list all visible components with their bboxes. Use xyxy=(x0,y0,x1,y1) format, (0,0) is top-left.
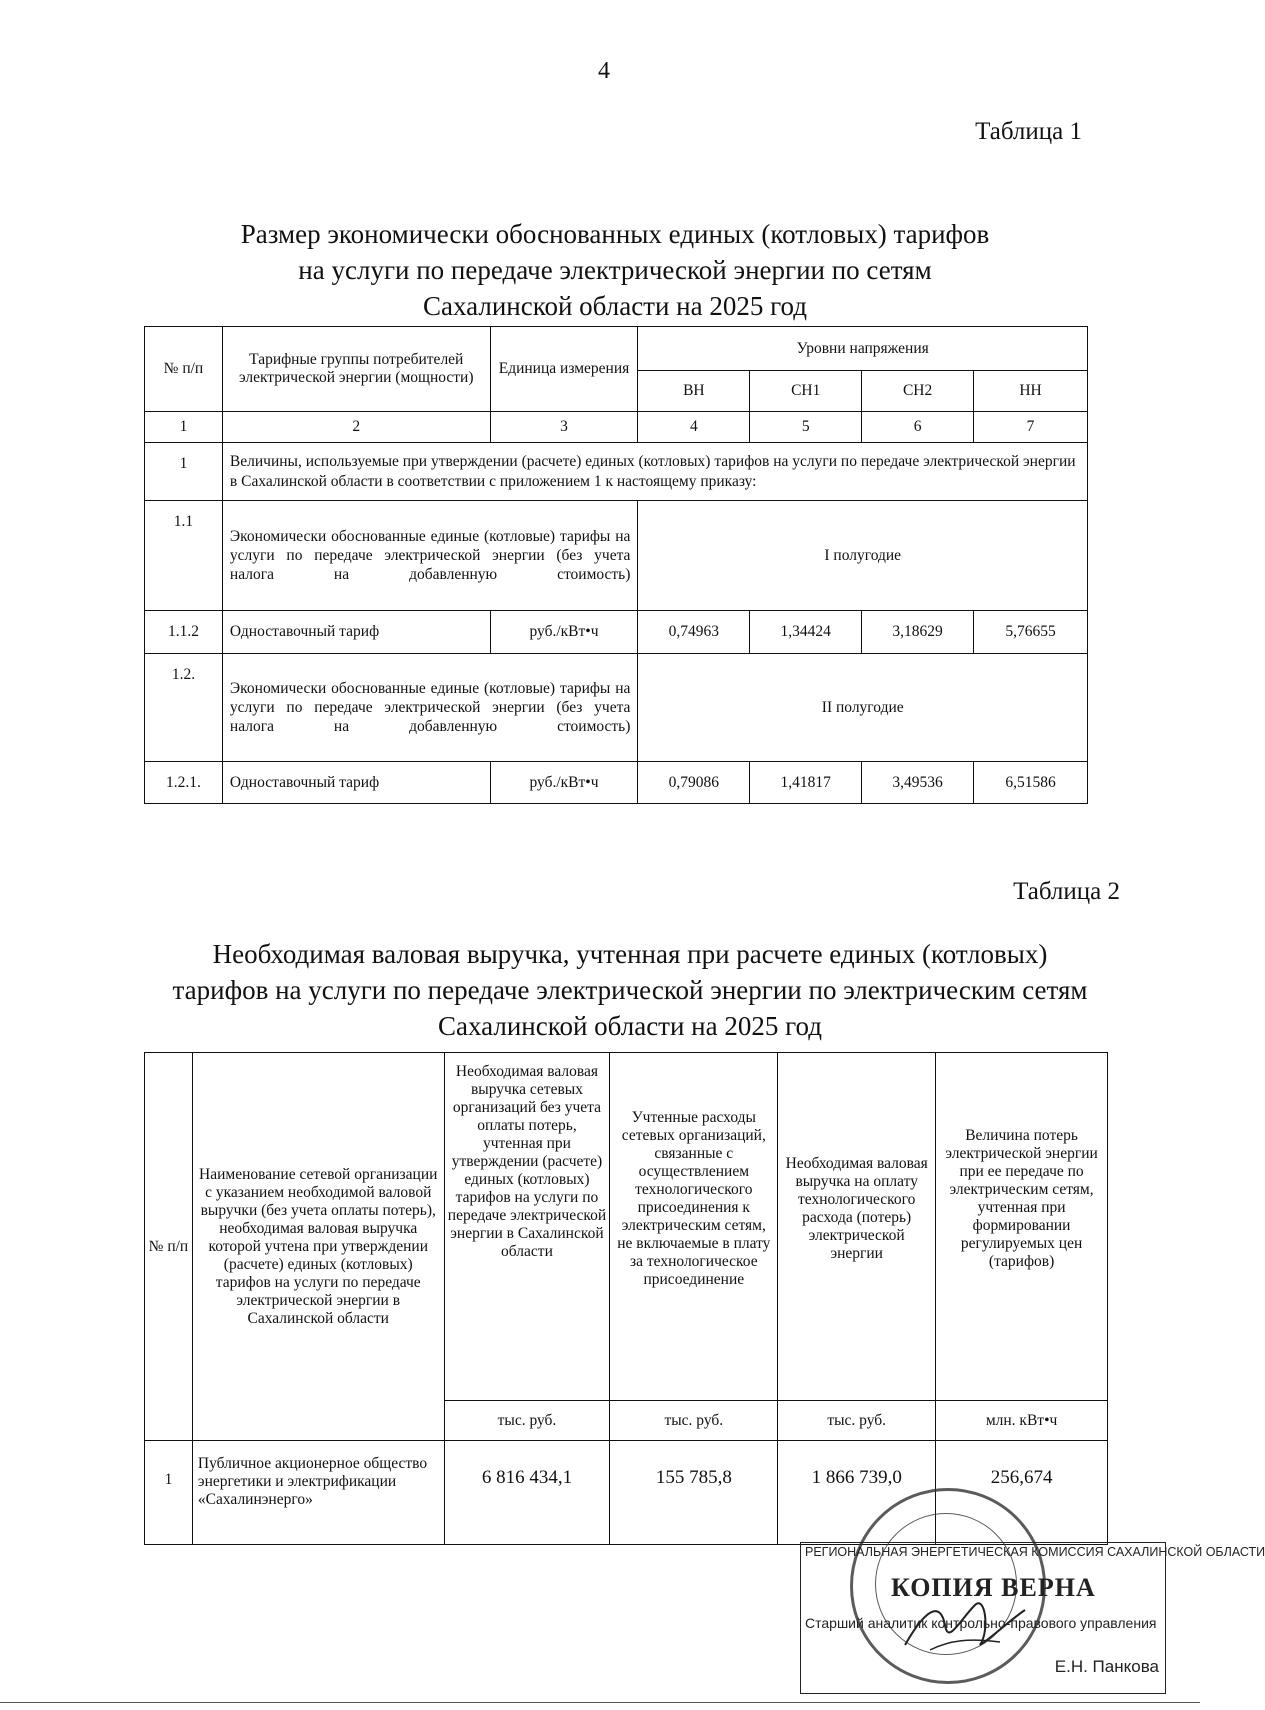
header-losses-pay: Необходимая валовая выручка на оплату технологического расхода (потерь) электрической энергии xyxy=(778,1053,936,1401)
value-sn2: 3,18629 xyxy=(862,611,974,654)
section-num: 1 xyxy=(145,443,223,501)
row-num: 1.2.1. xyxy=(145,762,223,804)
header-sn2: СН2 xyxy=(862,371,974,412)
table2-label: Таблица 2 xyxy=(1013,878,1120,905)
value-sn2: 3,49536 xyxy=(862,762,974,804)
header-tech: Учтенные расходы сетевых организаций, связанные с осуществлением технологического присоединения к электрическим сетям, не включаемые в плату за технологическое присоединение xyxy=(610,1053,778,1401)
value-nn: 6,51586 xyxy=(974,762,1088,804)
value-sn1: 1,34424 xyxy=(750,611,862,654)
value-nvv: 6 816 434,1 xyxy=(444,1441,610,1545)
header-num: № п/п xyxy=(145,1053,193,1441)
block-period: II полугодие xyxy=(638,654,1088,762)
value-nn: 5,76655 xyxy=(974,611,1088,654)
table2-title xyxy=(130,936,1130,1044)
table2-title-line: Необходимая валовая выручка, учтенная при расчете единых (котловых) xyxy=(212,939,1048,969)
block-num: 1.2. xyxy=(145,654,223,762)
table2-title-line: тарифов на услуги по передаче электрической энергии по электрическим сетям xyxy=(172,975,1088,1005)
stamp-main: КОПИЯ ВЕРНА xyxy=(891,1573,1096,1602)
header-sn1: СН1 xyxy=(750,371,862,412)
value-tech: 155 785,8 xyxy=(610,1441,778,1545)
header-levels: Уровни напряжения xyxy=(638,327,1088,371)
tariff-table xyxy=(144,326,1088,804)
revenue-table xyxy=(144,1052,1108,1545)
value-sn1: 1,41817 xyxy=(750,762,862,804)
col-number: 6 xyxy=(862,412,974,443)
table2-title-line: Сахалинской области на 2025 год xyxy=(438,1011,822,1041)
stamp-org: РЕГИОНАЛЬНАЯ ЭНЕРГЕТИЧЕСКАЯ КОМИССИЯ САХАЛИНСКОЙ ОБЛАСТИ xyxy=(805,1545,1265,1559)
col-number: 2 xyxy=(222,412,490,443)
table1-label: Таблица 1 xyxy=(975,118,1082,145)
row-unit: руб./кВт•ч xyxy=(490,762,638,804)
table1-title-line: Размер экономически обоснованных единых (котловых) тарифов xyxy=(240,219,990,249)
row-num: 1.1.2 xyxy=(145,611,223,654)
col-number: 7 xyxy=(974,412,1088,443)
table1-title xyxy=(180,216,1050,324)
stamp-name: Е.Н. Панкова xyxy=(1054,1657,1159,1676)
unit-label: тыс. руб. xyxy=(778,1401,936,1441)
header-vn: ВН xyxy=(638,371,750,412)
header-losses-vol: Величина потерь электрической энергии при ее передаче по электрическим сетям, учтенная при формировании регулируемых цен (тарифов) xyxy=(936,1053,1108,1401)
stamp-position: Старший аналитик контрольно-правового управления xyxy=(805,1615,1157,1631)
table1-title-line: на услуги по передаче электрической энергии по сетям xyxy=(298,255,932,285)
header-groups: Тарифные группы потребителей электрической энергии (мощности) xyxy=(222,327,490,412)
unit-label: млн. кВт•ч xyxy=(936,1401,1108,1441)
page-number: 4 xyxy=(598,58,610,84)
signature xyxy=(900,1590,1030,1660)
row-unit: руб./кВт•ч xyxy=(490,611,638,654)
row-num: 1 xyxy=(145,1441,193,1545)
value-vn: 0,74963 xyxy=(638,611,750,654)
row-name: Одноставочный тариф xyxy=(222,762,490,804)
block-desc: Экономически обоснованные единые (котловые) тарифы на услуги по передаче электрической энергии (без учета налога на добавленную стоимость) xyxy=(222,501,638,611)
section-text: Величины, используемые при утверждении (расчете) единых (котловых) тарифов на услуги по передаче электрической энергии в Сахалинской области в соответствии с приложением 1 к настоящему приказу: xyxy=(222,443,1087,501)
header-nvv: Необходимая валовая выручка сетевых организаций без учета оплаты потерь, учтенная при утверждении (расчете) единых (котловых) тарифов на услуги по передаче электрической энергии в Сахалинской области xyxy=(444,1053,610,1401)
col-number: 3 xyxy=(490,412,638,443)
block-desc: Экономически обоснованные единые (котловые) тарифы на услуги по передаче электрической энергии (без учета налога на добавленную стоимость) xyxy=(222,654,638,762)
block-period: I полугодие xyxy=(638,501,1088,611)
unit-label: тыс. руб. xyxy=(444,1401,610,1441)
header-org: Наименование сетевой организации с указанием необходимой валовой выручки (без учета оплаты потерь), необходимая валовая выручка которой учтена при утверждении (расчете) единых (котловых) тарифов на услуги по передаче электрической энергии в Сахалинской области xyxy=(192,1053,444,1441)
value-vn: 0,79086 xyxy=(638,762,750,804)
table1-title-line: Сахалинской области на 2025 год xyxy=(423,291,807,321)
block-num: 1.1 xyxy=(145,501,223,611)
col-number: 5 xyxy=(750,412,862,443)
header-nn: НН xyxy=(974,371,1088,412)
row-name: Одноставочный тариф xyxy=(222,611,490,654)
value-losses-vol: 256,674 xyxy=(936,1441,1108,1545)
value-losses-pay: 1 866 739,0 xyxy=(778,1441,936,1545)
col-number: 1 xyxy=(145,412,223,443)
header-num: № п/п xyxy=(145,327,223,412)
unit-label: тыс. руб. xyxy=(610,1401,778,1441)
row-org: Публичное акционерное общество энергетики и электрификации «Сахалинэнерго» xyxy=(192,1441,444,1545)
col-number: 4 xyxy=(638,412,750,443)
header-unit: Единица измерения xyxy=(490,327,638,412)
page-bottom-edge xyxy=(0,1702,1200,1703)
